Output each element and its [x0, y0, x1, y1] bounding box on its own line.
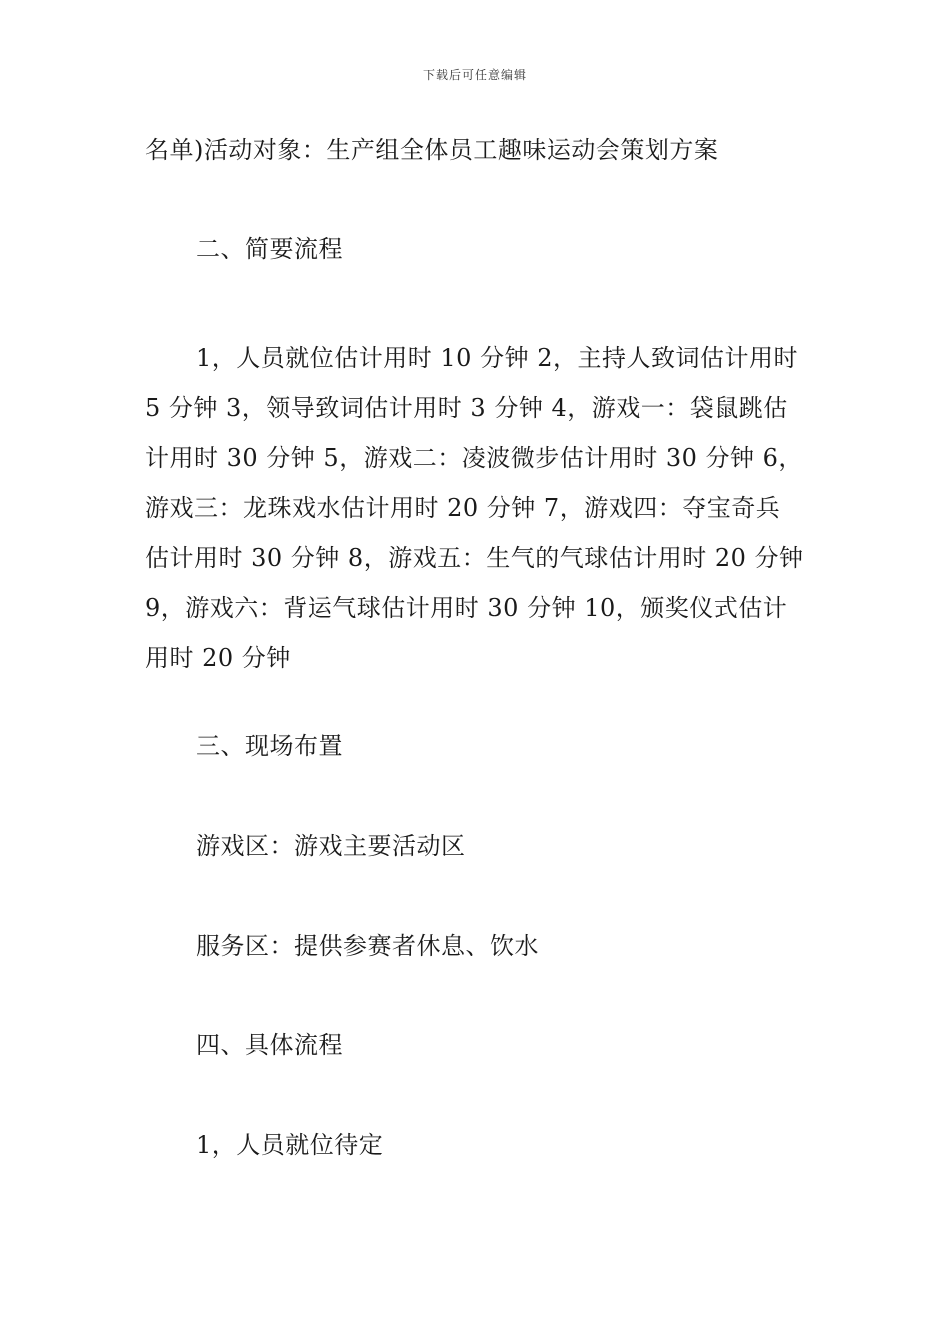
paragraph-line: 用时 20 分钟: [145, 644, 291, 672]
brief-process-paragraph: [145, 333, 807, 683]
section-heading-site-layout: 三、现场布置: [196, 732, 343, 760]
site-layout-item-service-area: 服务区：提供参赛者休息、饮水: [196, 932, 539, 960]
paragraph-line: 5 分钟 3，领导致词估计用时 3 分钟 4，游戏一：袋鼠跳估: [145, 394, 788, 422]
site-layout-item-game-area: 游戏区：游戏主要活动区: [196, 832, 466, 860]
paragraph-line: 游戏三：龙珠戏水估计用时 20 分钟 7，游戏四：夺宝奇兵: [145, 494, 781, 522]
header-note: 下载后可任意编辑: [422, 68, 527, 82]
paragraph-line: 计用时 30 分钟 5，游戏二：凌波微步估计用时 30 分钟 6，: [145, 444, 803, 472]
detailed-process-item: 1，人员就位待定: [196, 1131, 384, 1159]
intro-line: 名单)活动对象：生产组全体员工趣味运动会策划方案: [145, 136, 719, 164]
paragraph-line: 1，人员就位估计用时 10 分钟 2，主持人致词估计用时: [196, 344, 798, 372]
section-heading-brief-process: 二、简要流程: [196, 235, 343, 263]
paragraph-line: 估计用时 30 分钟 8，游戏五：生气的气球估计用时 20 分钟: [145, 544, 804, 572]
paragraph-line: 9，游戏六：背运气球估计用时 30 分钟 10，颁奖仪式估计: [145, 594, 788, 622]
section-heading-detailed-process: 四、具体流程: [196, 1031, 343, 1059]
